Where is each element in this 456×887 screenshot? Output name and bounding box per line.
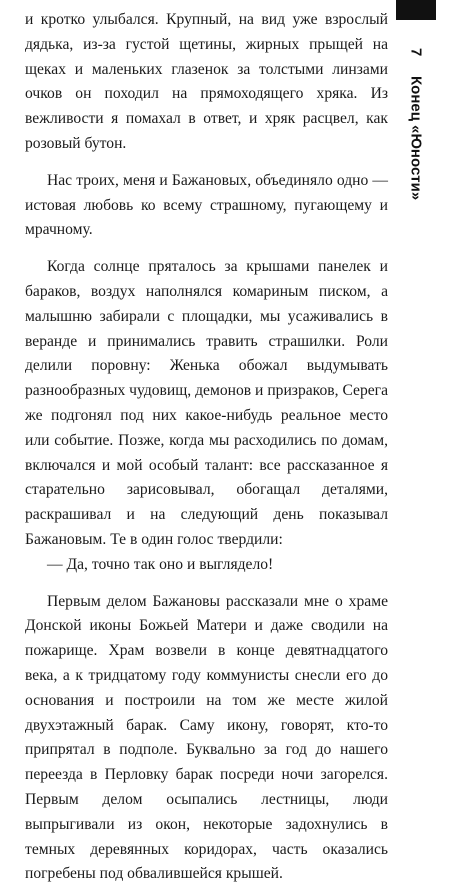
body-text (25, 8, 388, 887)
paragraph-3: Когда солнце пряталось за крышами панелек и бараков, воздух наполнялся комариным писком, а малышню забирали с площадки, мы усаживались в веранде и принимались травить страшилки. Роли делили поровну: Женька обожал выдумывать разнообразных чудовищ, демонов и призраков, Серега же подгонял под них какое-нибудь реальное место или событие. Позже, когда мы расходились по домам, включался и мой особый талант: все рассказанное я старательно зарисовывал, обогащал деталями, раскрашивал и на следующий день показывал Бажановым. Те в один голос твердили: (25, 258, 388, 548)
paragraph-1: и кротко улыбался. Крупный, на вид уже взрослый дядька, из-за густой щетины, жирных прыщей на щеках и маленьких глазенок за толстыми линзами очков он походил на прямоходящего хряка. Из вежливости я помахал в ответ, и хряк расцвел, как розовый бутон. (25, 11, 388, 152)
paragraph-2: Нас троих, меня и Бажановых, объединяло одно — истовая любовь ко всему страшному, пугающему и мрачному. (25, 171, 388, 239)
page-number: 7 (407, 48, 425, 57)
running-head (399, 48, 433, 308)
tab-marker-bar (396, 0, 436, 20)
running-head-tab (396, 0, 436, 744)
chapter-title: Конец «Юности» (407, 76, 425, 201)
paragraph-5: Первым делом Бажановы рассказали мне о храме Донской иконы Божьей Матери и даже сводили на пожарище. Храм возвели в конце девятнадцатого века, а к тридцатому году коммунисты снесли его до основания и построили на том же месте жилой двухэтажный барак. Саму икону, говорят, кто-то припрятал в подполе. Буквально за год до нашего переезда в Перловку барак посреди ночи загорелся. Первым делом осыпались лестницы, люди выпрыгивали из окон, некоторые задохнулись в темных деревянных коридорах, часть оказались погребены под обвалившейся крышей. (25, 592, 388, 883)
paragraph-4-dialogue: — Да, точно так оно и выглядело! (47, 555, 274, 573)
